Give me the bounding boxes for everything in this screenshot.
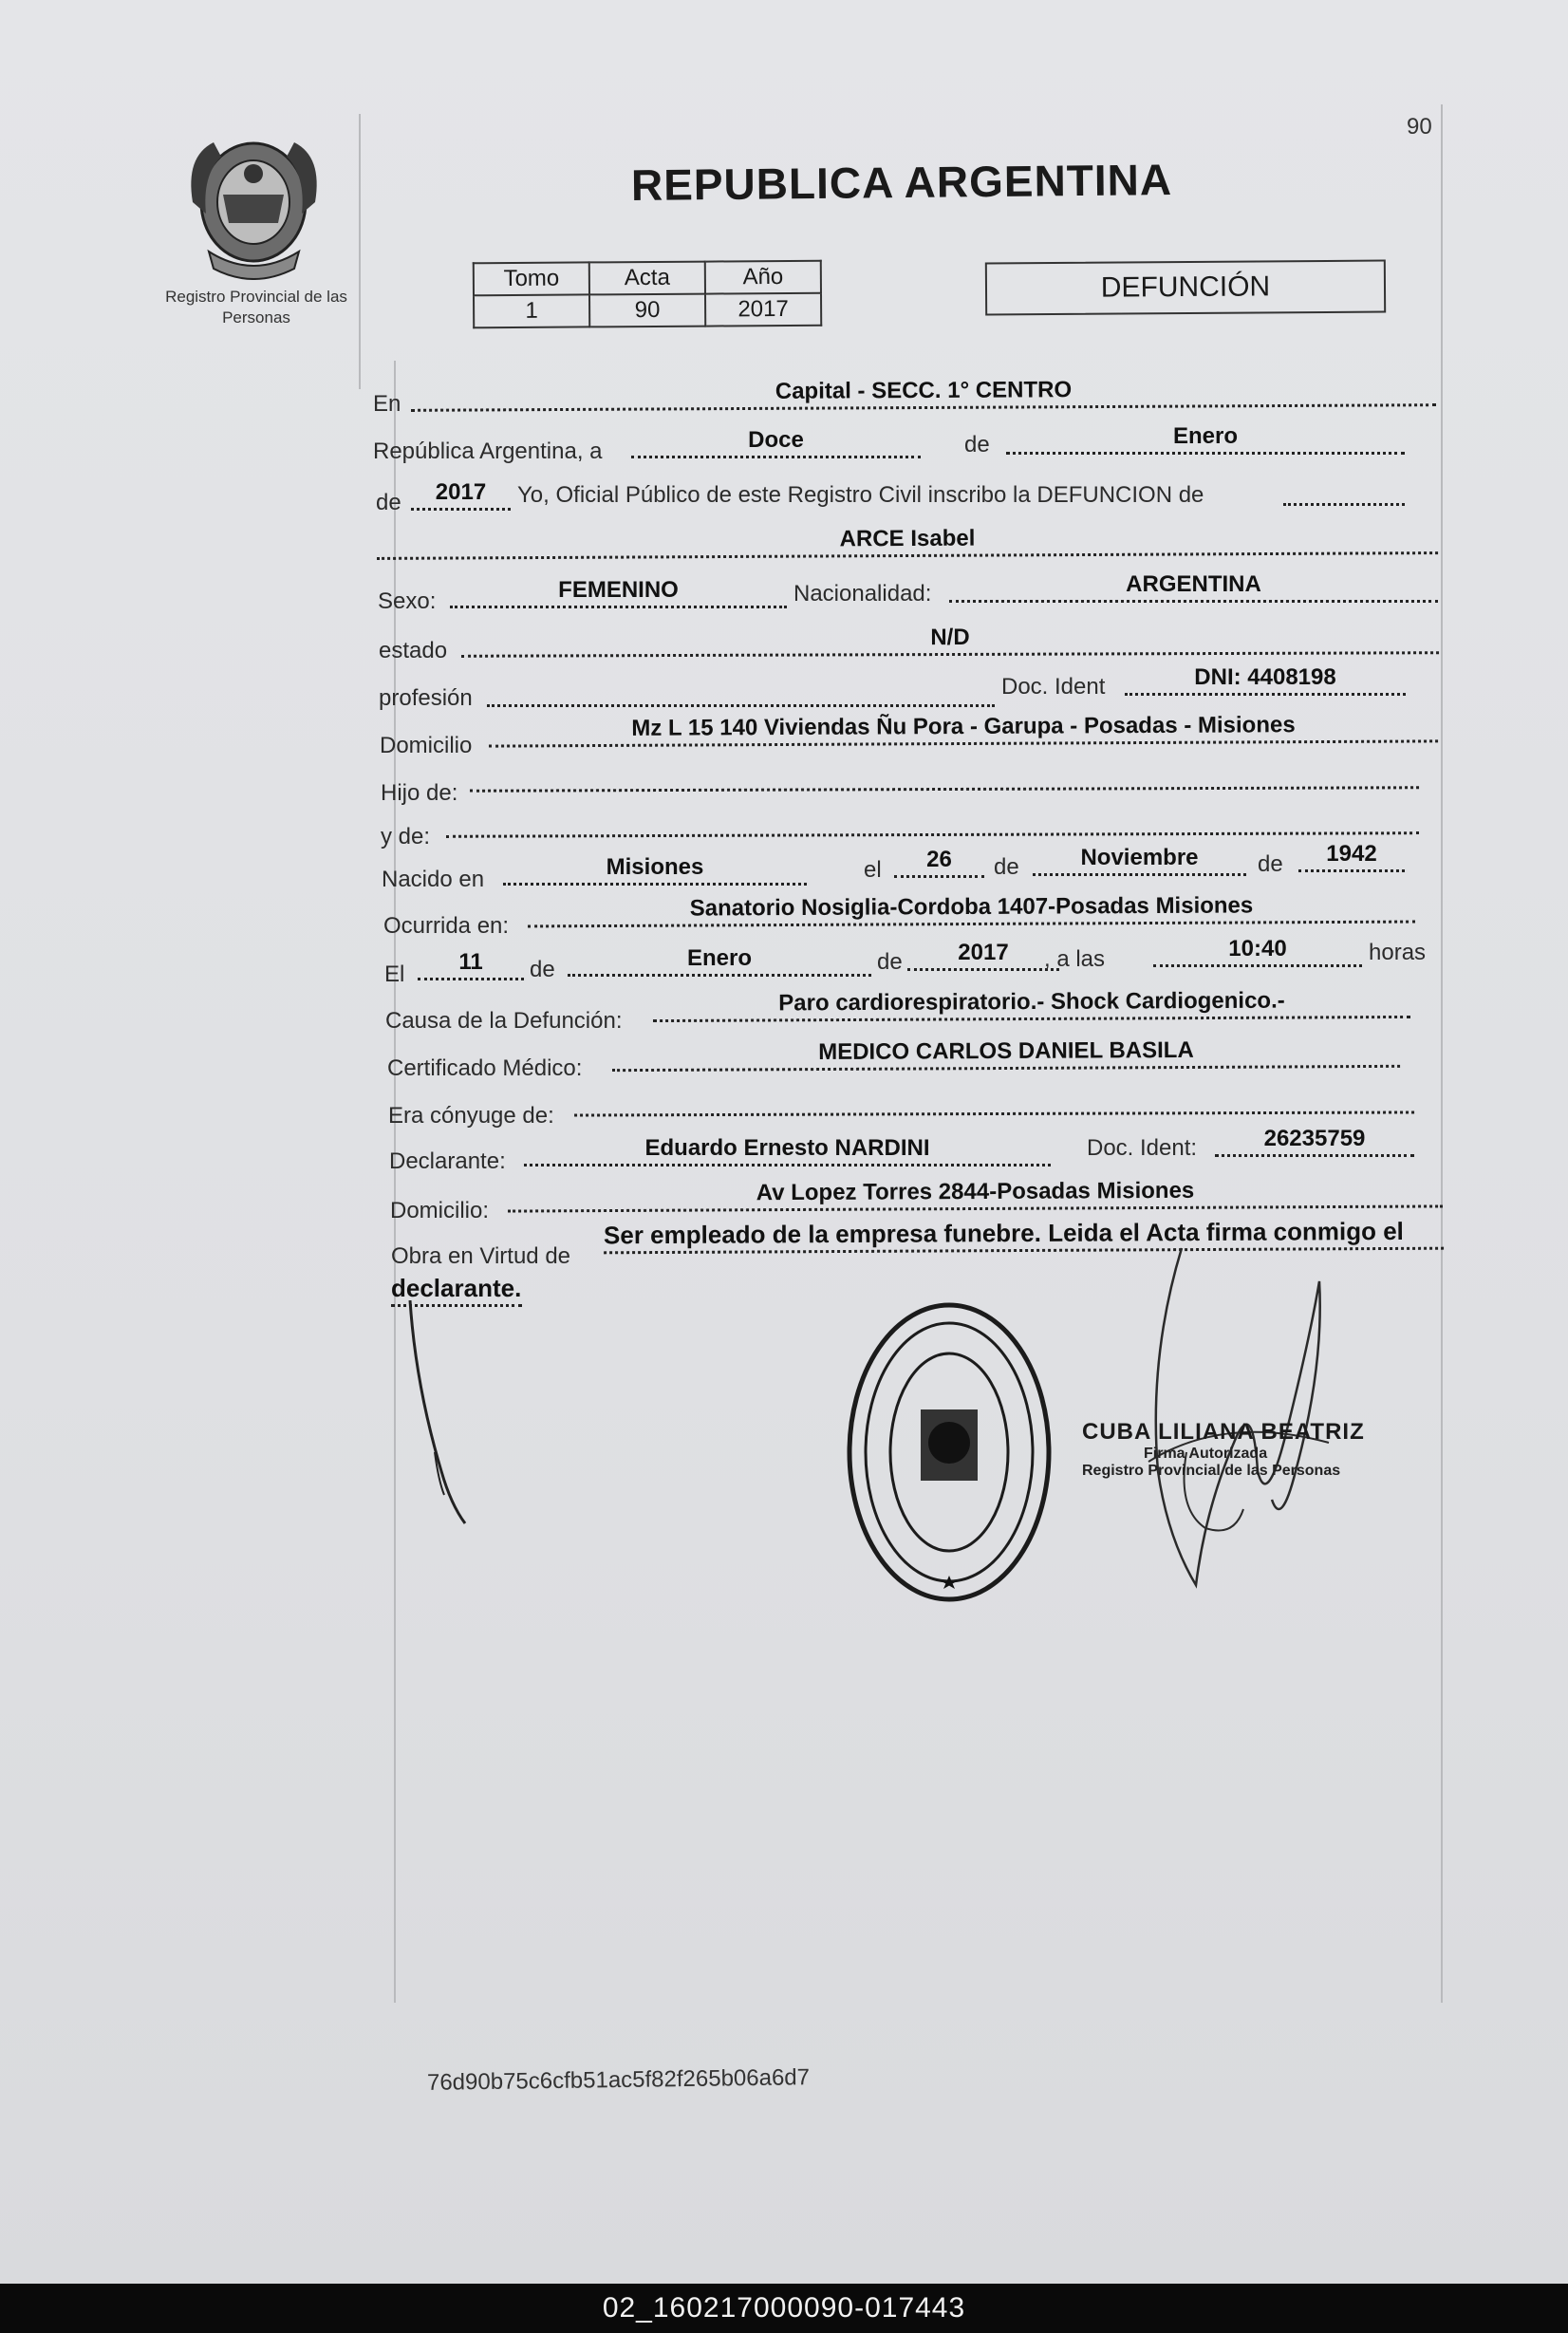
certificado-field: MEDICO CARLOS DANIEL BASILA: [612, 1036, 1400, 1072]
death-time-field: 10:40: [1153, 936, 1362, 967]
register-header-tomo: Tomo: [474, 262, 589, 295]
death-month-field: Enero: [568, 945, 871, 977]
oficial-tail-field: [1283, 475, 1405, 506]
declarante-label: Declarante:: [389, 1148, 506, 1174]
birth-day-field: 26: [894, 847, 984, 878]
hijo-label: Hijo de:: [381, 780, 458, 806]
document-title: REPUBLICA ARGENTINA: [630, 155, 1173, 210]
el-label-1: el: [864, 857, 882, 883]
de-label-3: de: [994, 854, 1019, 880]
obra-field-line2: declarante.: [391, 1274, 522, 1307]
declarante-field: Eduardo Ernesto NARDINI: [524, 1135, 1051, 1166]
sexo-label: Sexo:: [378, 588, 437, 614]
causa-label: Causa de la Defunción:: [385, 1008, 623, 1034]
estado-field: N/D: [461, 623, 1439, 658]
document-hash: 76d90b75c6cfb51ac5f82f265b06a6d7: [426, 2064, 811, 2096]
yde-label: y de:: [381, 824, 431, 849]
republica-label: República Argentina, a: [373, 439, 603, 464]
day-text-field: Doce: [631, 427, 921, 458]
signature-block: [1082, 1419, 1405, 1480]
nacido-label: Nacido en: [382, 867, 485, 892]
pen-stroke-mark: [399, 1300, 475, 1528]
death-year-field: 2017: [907, 940, 1059, 971]
register-header-acta: Acta: [589, 262, 705, 295]
ocurrida-label: Ocurrida en:: [383, 913, 510, 939]
doc-ident-field: DNI: 4408198: [1125, 664, 1406, 696]
nacido-field: Misiones: [503, 854, 807, 886]
document-type-box: DEFUNCIÓN: [985, 260, 1386, 316]
nacionalidad-label: Nacionalidad:: [793, 581, 932, 607]
oficial-text: Yo, Oficial Público de este Registro Civil inscribo la DEFUNCION de: [517, 482, 1204, 508]
register-header-anio: Año: [705, 261, 821, 294]
conyuge-field: [574, 1082, 1414, 1116]
birth-month-field: Noviembre: [1033, 845, 1246, 876]
domicilio2-label: Domicilio:: [390, 1198, 490, 1223]
hijo-field: [470, 757, 1419, 792]
profesion-field: [487, 676, 995, 707]
alas-label: , a las: [1044, 946, 1106, 972]
causa-field: Paro cardiorespiratorio.- Shock Cardiogenico.-: [653, 987, 1410, 1022]
page-number: 90: [1407, 114, 1432, 140]
de-label-4: de: [1258, 851, 1283, 877]
sexo-field: FEMENINO: [450, 577, 787, 608]
domicilio-field: Mz L 15 140 Viviendas Ñu Pora - Garupa - Posadas - Misiones: [489, 711, 1438, 747]
de-label-2: de: [376, 490, 401, 515]
yde-field: [446, 803, 1419, 838]
file-id-bar: 02_160217000090-017443: [0, 2284, 1568, 2333]
estado-label: estado: [379, 638, 448, 663]
obra-field-line1: Ser empleado de la empresa funebre. Leida el Acta firma conmigo el: [604, 1217, 1444, 1255]
year-field: 2017: [411, 479, 511, 511]
register-value-acta: 90: [589, 294, 705, 327]
register-value-anio: 2017: [705, 293, 821, 327]
conyuge-label: Era cónyuge de:: [388, 1103, 554, 1129]
month-text-field: Enero: [1006, 423, 1405, 455]
domicilio-label: Domicilio: [380, 733, 473, 758]
obra-label: Obra en Virtud de: [391, 1243, 571, 1269]
doc-ident-label: Doc. Ident: [1001, 674, 1106, 700]
register-value-tomo: 1: [474, 294, 589, 327]
deceased-name-field: ARCE Isabel: [377, 523, 1438, 560]
signer-role: Firma Autorizada: [1144, 1446, 1268, 1462]
birth-year-field: 1942: [1298, 841, 1405, 872]
profesion-label: profesión: [379, 685, 473, 711]
de-label-6: de: [877, 949, 903, 975]
nacionalidad-field: ARGENTINA: [949, 571, 1438, 603]
signer-org: Registro Provincial de las Personas: [1082, 1463, 1341, 1479]
decl-doc-field: 26235759: [1215, 1126, 1414, 1157]
org-name: Registro Provincial de las Personas: [165, 288, 347, 327]
ocurrida-field: Sanatorio Nosiglia-Cordoba 1407-Posadas Misiones: [528, 892, 1415, 928]
certificado-label: Certificado Médico:: [387, 1055, 583, 1081]
en-field: Capital - SECC. 1° CENTRO: [411, 375, 1436, 412]
de-label-5: de: [530, 957, 555, 982]
signer-name: CUBA LILIANA BEATRIZ: [1082, 1419, 1365, 1445]
El-label: El: [384, 961, 405, 987]
death-day-field: 11: [418, 949, 524, 980]
decl-doc-label: Doc. Ident:: [1087, 1135, 1198, 1161]
official-stamp: [835, 1291, 1063, 1614]
horas-label: horas: [1369, 940, 1427, 965]
de-label-1: de: [964, 432, 990, 457]
en-label: En: [373, 391, 401, 417]
domicilio2-field: Av Lopez Torres 2844-Posadas Misiones: [508, 1176, 1443, 1212]
